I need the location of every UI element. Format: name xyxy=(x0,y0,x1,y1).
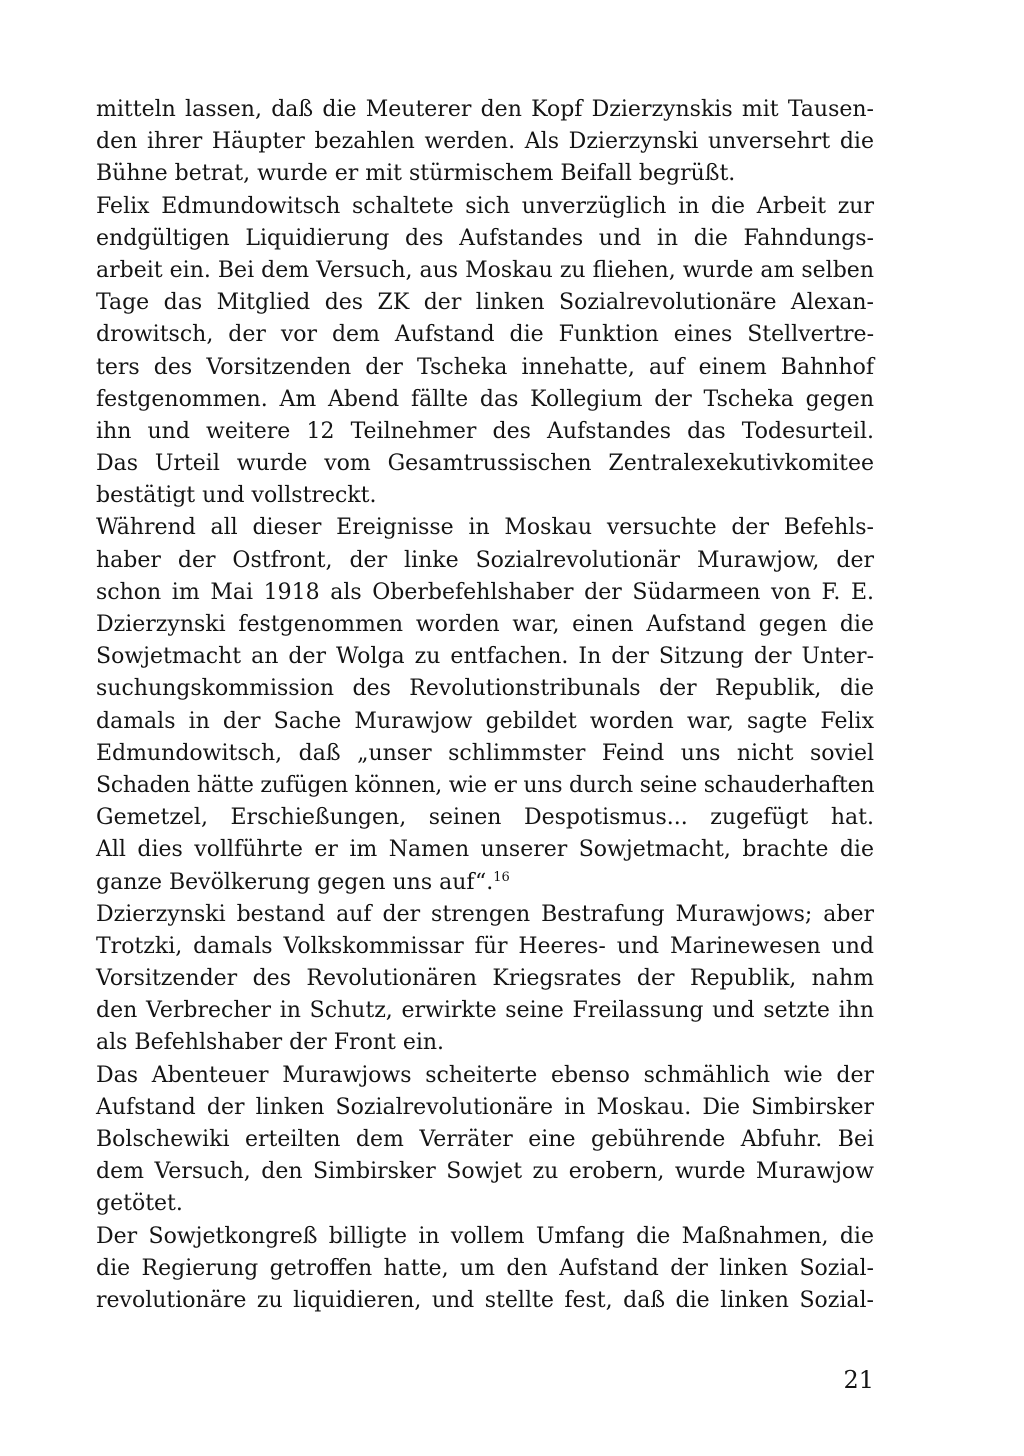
text-line-content: Vorsitzender des Revolutionären Kriegsrates der Republik, nahm xyxy=(96,966,874,992)
text-line-content: revolutionäre zu liquidieren, und stellte fest, daß die linken Sozial- xyxy=(96,1287,874,1313)
text-line-content: endgültigen Liquidierung des Aufstandes und in die Fahndungs- xyxy=(96,225,874,251)
text-line xyxy=(96,770,874,802)
text-line-content: drowitsch, der vor dem Aufstand die Funktion eines Stellvertre- xyxy=(96,322,874,348)
text-line-content: getötet. xyxy=(96,1191,183,1217)
text-line xyxy=(96,673,874,705)
text-line-content: als Befehlshaber der Front ein. xyxy=(96,1030,445,1056)
text-line-content: die Regierung getroffen hatte, um den Aufstand der linken Sozial- xyxy=(96,1255,874,1281)
text-line-content: Der Sowjetkongreß billigte in vollem Umfang die Maßnahmen, die xyxy=(96,1223,874,1249)
text-line xyxy=(96,931,874,963)
text-line xyxy=(96,706,874,738)
text-line-content: damals in der Sache Murawjow gebildet worden war, sagte Felix xyxy=(96,708,874,734)
text-line-content: Felix Edmundowitsch schaltete sich unverzüglich in die Arbeit zur xyxy=(96,193,874,219)
text-line-content: Gemetzel, Erschießungen, seinen Despotismus... zugefügt hat. xyxy=(96,805,874,831)
text-line xyxy=(96,867,874,899)
text-line xyxy=(96,963,874,995)
text-line xyxy=(96,899,874,931)
body-text xyxy=(96,94,874,1317)
text-line-content: ganze Bevölkerung gegen uns auf“. xyxy=(96,869,494,895)
text-line-content: Edmundowitsch, daß „unser schlimmster Feind uns nicht soviel xyxy=(96,740,874,766)
text-line xyxy=(96,1253,874,1285)
text-line xyxy=(96,577,874,609)
text-line xyxy=(96,738,874,770)
text-line xyxy=(96,480,874,512)
text-line xyxy=(96,319,874,351)
text-line xyxy=(96,223,874,255)
text-line xyxy=(96,352,874,384)
text-line xyxy=(96,384,874,416)
text-line-content: den ihrer Häupter bezahlen werden. Als Dzierzynski unversehrt die xyxy=(96,129,874,155)
footnote-reference: 16 xyxy=(493,869,510,885)
text-line-content: den Verbrecher in Schutz, erwirkte seine Freilassung und setzte ihn xyxy=(96,998,874,1024)
text-line xyxy=(96,995,874,1027)
text-line-content: ihn und weitere 12 Teilnehmer des Aufstandes das Todesurteil. xyxy=(96,418,874,444)
text-line-content: dem Versuch, den Simbirsker Sowjet zu erobern, wurde Murawjow xyxy=(96,1159,874,1185)
text-line xyxy=(96,1188,874,1220)
text-line-content: Dzierzynski bestand auf der strengen Bestrafung Murawjows; aber xyxy=(96,901,874,927)
text-line xyxy=(96,545,874,577)
text-line xyxy=(96,834,874,866)
text-line-content: Bolschewiki erteilten dem Verräter eine gebührende Abfuhr. Bei xyxy=(96,1127,874,1152)
page-number: 21 xyxy=(843,1366,874,1394)
text-line-content: Aufstand der linken Sozialrevolutionäre in Moskau. Die Simbirsker xyxy=(96,1094,874,1120)
text-line xyxy=(96,512,874,544)
text-line-content: Tage das Mitglied des ZK der linken Sozialrevolutionäre Alexan- xyxy=(96,290,874,316)
text-line xyxy=(96,1027,874,1059)
text-line-content: schon im Mai 1918 als Oberbefehlshaber der Südarmeen von F. E. xyxy=(96,579,874,605)
text-line-content: ters des Vorsitzenden der Tscheka innehatte, auf einem Bahnhof xyxy=(96,354,874,380)
text-line-content: festgenommen. Am Abend fällte das Kollegium der Tscheka gegen xyxy=(96,386,874,412)
text-line-content: Dzierzynski festgenommen worden war, einen Aufstand gegen die xyxy=(96,612,874,637)
text-line xyxy=(96,1221,874,1253)
text-line xyxy=(96,287,874,319)
text-line xyxy=(96,609,874,641)
text-line xyxy=(96,1285,874,1317)
text-line xyxy=(96,802,874,834)
text-line-content: Während all dieser Ereignisse in Moskau versuchte der Befehls- xyxy=(96,515,874,541)
text-line xyxy=(96,1060,874,1092)
text-line xyxy=(96,1124,874,1156)
text-line xyxy=(96,448,874,480)
text-line xyxy=(96,191,874,223)
text-line-content: arbeit ein. Bei dem Versuch, aus Moskau zu fliehen, wurde am selben xyxy=(96,257,874,283)
text-line-content: Trotzki, damals Volkskommissar für Heeres- und Marinewesen und xyxy=(96,933,874,959)
text-line xyxy=(96,641,874,673)
text-line-content: Schaden hätte zufügen können, wie er uns durch seine schauderhaften xyxy=(96,772,875,798)
text-line xyxy=(96,94,874,126)
text-line xyxy=(96,158,874,190)
text-line xyxy=(96,416,874,448)
text-line-content: mitteln lassen, daß die Meuterer den Kopf Dzierzynskis mit Tausen- xyxy=(96,97,874,122)
text-line-content: Das Abenteuer Murawjows scheiterte ebenso schmählich wie der xyxy=(96,1062,874,1088)
text-line xyxy=(96,1092,874,1124)
text-line-content: Bühne betrat, wurde er mit stürmischem Beifall begrüßt. xyxy=(96,161,736,187)
text-line-content: Sowjetmacht an der Wolga zu entfachen. In der Sitzung der Unter- xyxy=(96,644,874,670)
text-line xyxy=(96,126,874,158)
text-line xyxy=(96,1156,874,1188)
text-line-content: Das Urteil wurde vom Gesamtrussischen Zentralexekutivkomitee xyxy=(96,451,874,477)
text-line-content: suchungskommission des Revolutionstribunals der Republik, die xyxy=(96,676,874,702)
text-line-content: haber der Ostfront, der linke Sozialrevolutionär Murawjow, der xyxy=(96,547,874,573)
text-line xyxy=(96,255,874,287)
text-line-content: bestätigt und vollstreckt. xyxy=(96,483,377,509)
text-line-content: All dies vollführte er im Namen unserer Sowjetmacht, brachte die xyxy=(96,837,874,863)
